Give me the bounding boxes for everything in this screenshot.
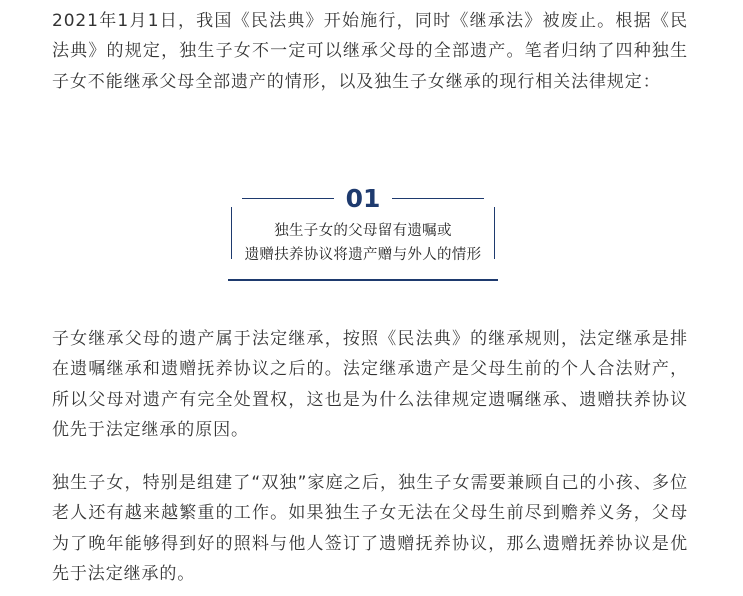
section-border-bottom (228, 279, 498, 281)
section-title-line-2: 遗赠扶养协议将遗产赠与外人的情形 (244, 247, 482, 263)
section-border-left (231, 207, 232, 259)
section-border-right (494, 207, 495, 259)
section-title (234, 219, 492, 267)
paragraph-only-child-family: 独生子女，特别是组建了“双独”家庭之后，独生子女需要兼顾自己的小孩、多位老人还有越来越繁重的工作。如果独生子女无法在父母生前尽到赡养义务，父母为了晚年能够得到好的照料与他人签订了遗赠抚养协议，那么遗赠抚养协议是优先于法定继承的。 (52, 473, 688, 584)
section-title-line-1: 独生子女的父母留有遗嘱或 (274, 223, 452, 239)
section-number: 01 (345, 184, 381, 213)
intro-paragraph: 2021年1月1日，我国《民法典》开始施行，同时《继承法》被废止。根据《民法典》的规定，独生子女不一定可以继承父母的全部遗产。笔者归纳了四种独生子女不能继承父母全部遗产的情形，以及独生子女继承的现行相关法律规定： (52, 11, 688, 92)
section-number-line-right (392, 198, 484, 199)
paragraph-statutory-inheritance: 子女继承父母的遗产属于法定继承，按照《民法典》的继承规则，法定继承是排在遗嘱继承和遗赠抚养协议之后的。法定继承遗产是父母生前的个人合法财产，所以父母对遗产有完全处置权，这也是为什么法律规定遗嘱继承、遗赠扶养协议优先于法定继承的原因。 (52, 329, 688, 440)
section-heading-box (228, 185, 498, 281)
